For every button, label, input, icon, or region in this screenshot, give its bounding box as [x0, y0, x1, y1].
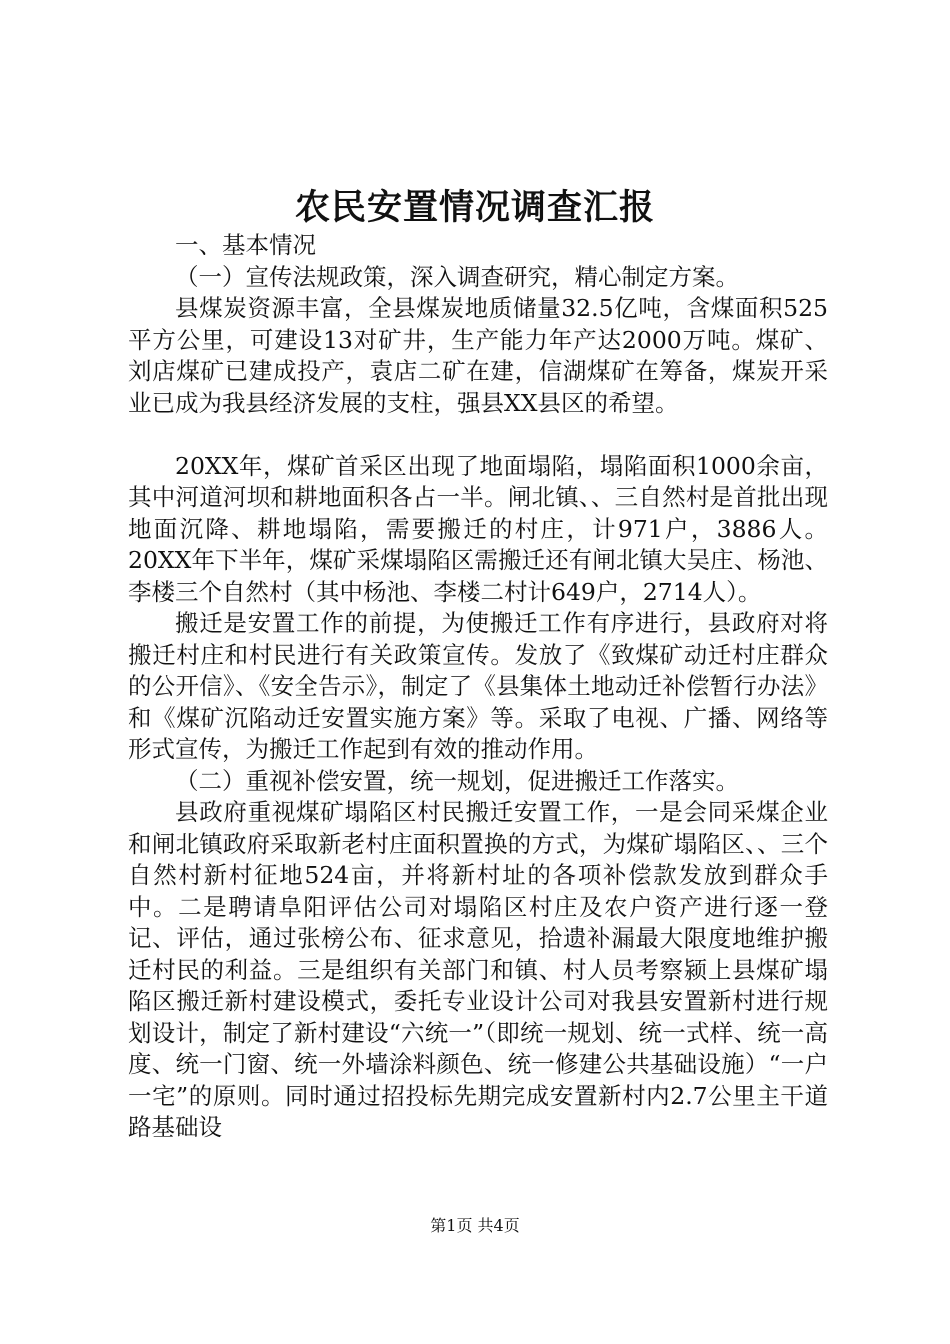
- paragraph-compensation: 县政府重视煤矿塌陷区村民搬迁安置工作，一是会同采煤企业和闸北镇政府采取新老村庄面积置换的方式，为煤矿塌陷区、、三个自然村新村征地524亩，并将新村址的各项补偿款发放到群众手中。二是聘请阜阳评估公司对塌陷区村庄及农户资产进行逐一登记、评估，通过张榜公布、征求意见，拾遗补漏最大限度地维护搬迁村民的利益。三是组织有关部门和镇、村人员考察颍上县煤矿塌陷区搬迁新村建设模式，委托专业设计公司对我县安置新村进行规划设计，制定了新村建设“六统一”（即统一规划、统一式样、统一高度、统一门窗、统一外墙涂料颜色、统一修建公共基础设施）“一户一宅”的原则。同时通过招投标先期完成安置新村内2.7公里主干道路基础设: [128, 798, 828, 1141]
- subsection-heading-2: （二）重视补偿安置，统一规划，促进搬迁工作落实。: [175, 766, 739, 795]
- paragraph-coal-resources: 县煤炭资源丰富，全县煤炭地质储量32.5亿吨，含煤面积525平方公里，可建设13对矿井，生产能力年产达2000万吨。煤矿、刘店煤矿已建成投产，袁店二矿在建，信湖煤矿在筹备，煤炭开采业已成为我县经济发展的支柱，强县XX县区的希望。: [128, 294, 828, 417]
- page-footer: 第1页 共4页: [430, 1216, 520, 1235]
- subsection-heading-1: （一）宣传法规政策，深入调查研究，精心制定方案。: [175, 262, 739, 291]
- paragraph-subsidence: 20XX年，煤矿首采区出现了地面塌陷，塌陷面积1000余亩，其中河道河坝和耕地面积各占一半。闸北镇、、三自然村是首批出现地面沉降、耕地塌陷，需要搬迁的村庄，计971户，3886人。20XX年下半年，煤矿采煤塌陷区需搬迁还有闸北镇大吴庄、杨池、李楼三个自然村（其中杨池、李楼二村计649户，2714人）。: [128, 451, 828, 606]
- paragraph-spacer: [128, 419, 828, 451]
- document-body: [128, 230, 828, 1144]
- section-heading-basic: 一、基本情况: [175, 231, 316, 259]
- paragraph-relocation-publicity: 搬迁是安置工作的前提，为使搬迁工作有序进行，县政府对将搬迁村庄和村民进行有关政策宣传。发放了《致煤矿动迁村庄群众的公开信》、《安全告示》，制定了《县集体土地动迁补偿暂行办法》和《煤矿沉陷动迁安置实施方案》等。采取了电视、广播、网络等形式宣传，为搬迁工作起到有效的推动作用。: [128, 609, 828, 763]
- document-title: 农民安置情况调查汇报: [294, 187, 655, 228]
